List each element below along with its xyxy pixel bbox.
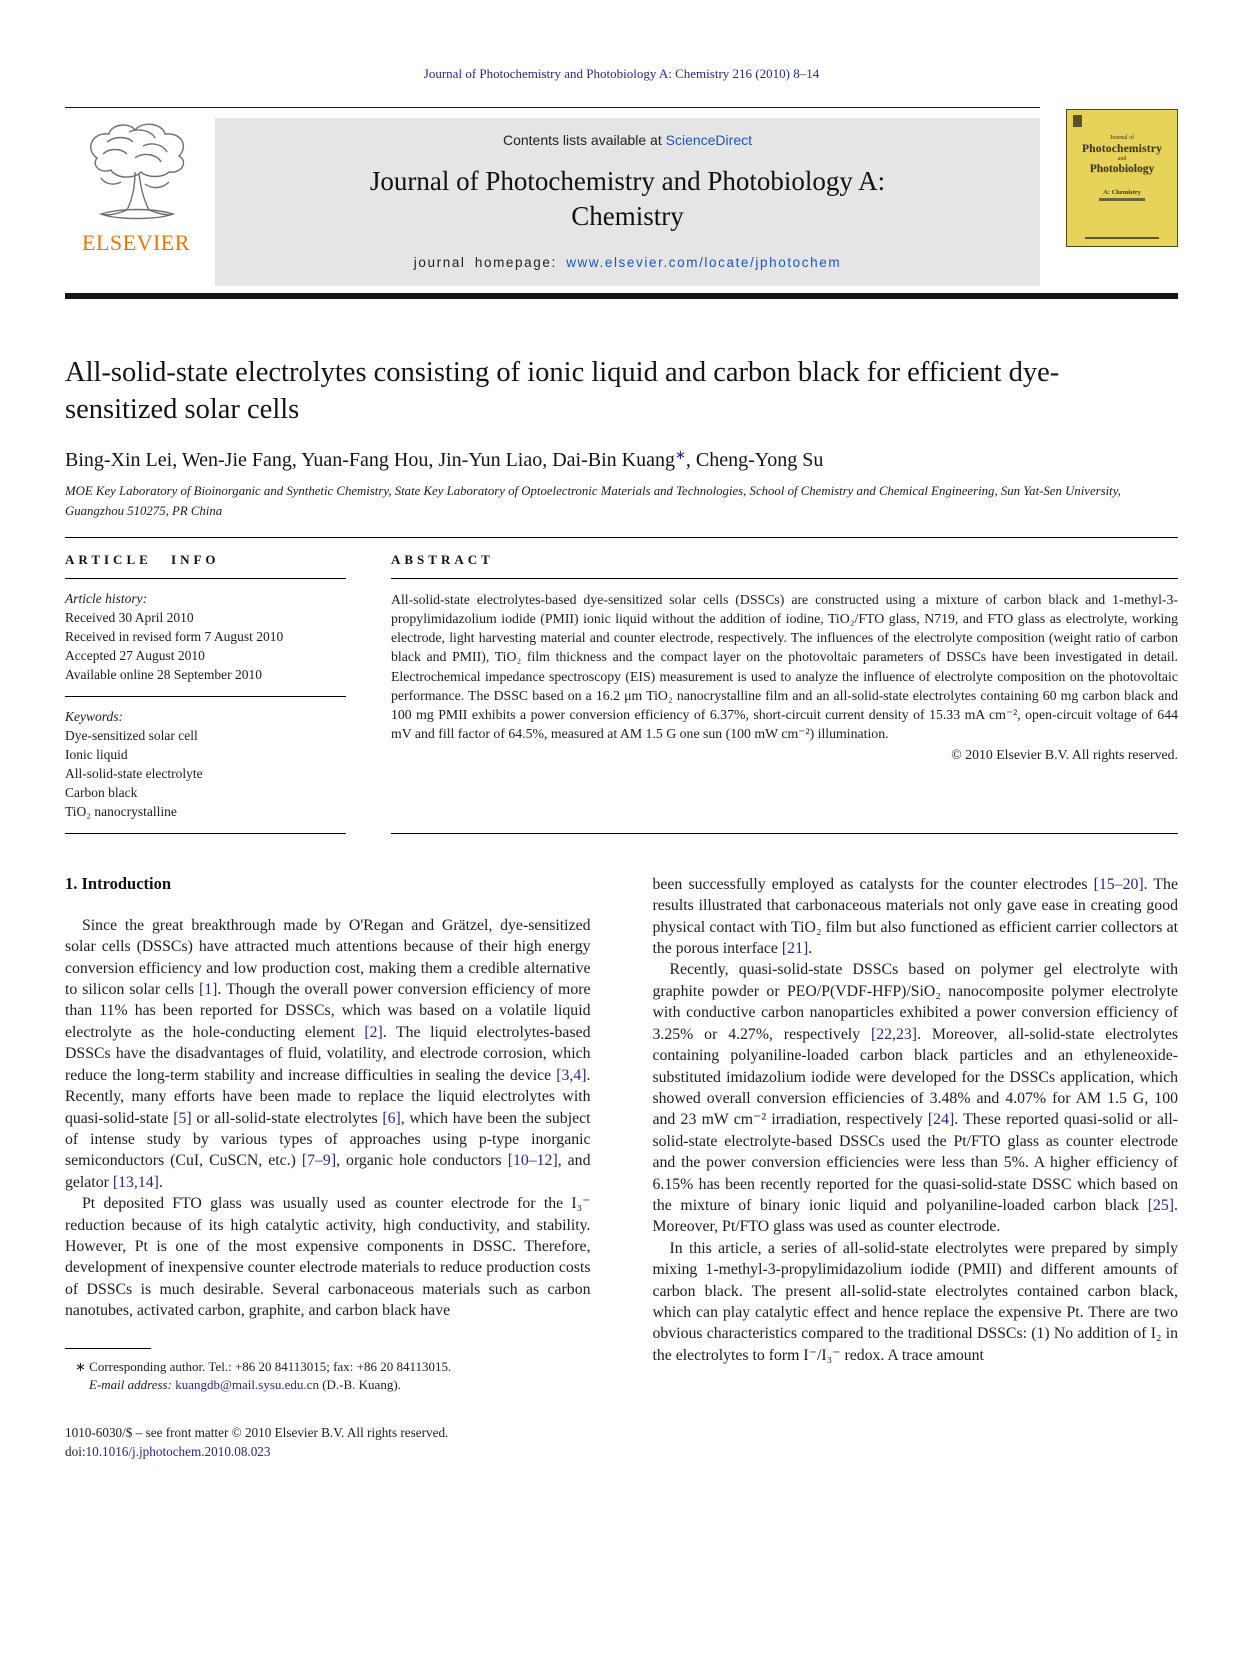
imprint-footer xyxy=(65,1423,591,1461)
section-heading-introduction: 1. Introduction xyxy=(65,873,172,893)
journal-homepage-line xyxy=(225,255,1030,270)
authors-names-tail: , Cheng-Yong Su xyxy=(685,449,824,472)
cover-line2: Photochemistry xyxy=(1081,143,1163,155)
citation-ref[interactable]: [10–12] xyxy=(507,1152,558,1170)
footnote-line1: ∗ Corresponding author. Tel.: +86 20 84113015; fax: +86 20 84113015. xyxy=(75,1358,452,1374)
doi-link[interactable]: 10.1016/j.jphotochem.2010.08.023 xyxy=(85,1443,271,1459)
authors-names: Bing-Xin Lei, Wen-Jie Fang, Yuan-Fang Hou, Jin-Yun Liao, Dai-Bin Kuang xyxy=(65,449,675,472)
keywords-list xyxy=(65,726,346,821)
journal-title-line2: Chemistry xyxy=(571,200,684,231)
body-right-column xyxy=(653,874,1179,1461)
article-info-column xyxy=(65,538,346,834)
citation-ref[interactable]: [15–20] xyxy=(1093,875,1144,893)
doi-label: doi: xyxy=(65,1443,86,1459)
divider-bar xyxy=(65,293,1178,299)
page-citation-line: Journal of Photochemistry and Photobiology A: Chemistry 216 (2010) 8–14 xyxy=(423,66,820,81)
doi-line xyxy=(65,1442,591,1461)
abstract-column xyxy=(391,538,1178,834)
masthead-spacer xyxy=(1040,107,1066,286)
homepage-prefix: journal homepage: xyxy=(413,255,567,271)
citation-ref[interactable]: [3,4] xyxy=(556,1066,587,1084)
journal-title xyxy=(225,164,1030,233)
affiliation: MOE Key Laboratory of Bioinorganic and Synthetic Chemistry, State Key Laboratory of Optoelectronic Materials and Technologies, School of Chemistry and Chemical Engineering, Sun Yat-Sen University, Guangzhou 510275, PR China xyxy=(65,484,1121,519)
body-paragraph: Since the great breakthrough made by O'Regan and Grätzel, dye-sensitized solar cells (DSSCs) have attracted much attentions because of their high energy conversion efficiency and low production cost, making them a credible alternative to silicon solar cells [1]. Though the overall power conversion efficiency of more than 11% has been reported for DSSCs, which was based on a volatile liquid electrolyte as the hole-conducting element [2]. The liquid electrolytes-based DSSCs have the disadvantages of fluid, volatility, and electrode corrosion, which reduce the long-term stability and increase difficulties in sealing the device [3,4]. Recently, many efforts have been made to replace the liquid electrolytes with quasi-solid-state [5] or all-solid-state electrolytes [6], which have been the subject of intense study by various types of approaches using p-type inorganic semiconductors (CuI, CuSCN, etc.) [7–9], organic hole conductors [10–12], and gelator [13,14]. xyxy=(65,916,591,1191)
cover-line4: Photobiology xyxy=(1089,163,1155,175)
body-paragraph: Recently, quasi-solid-state DSSCs based on polymer gel electrolyte with graphite powder or PEO/P(VDF-HFP)/SiO₂ nanocomposite polymer electrolyte with conductive carbon nanoparticles exhibited a power conversion efficiency of 3.25% or 4.27%, respectively [22,23]. Moreover, all-solid-state electrolytes containing polyaniline-loaded carbon black particles and an ethyleneoxide-substituted imidazolium iodide were developed for the DSSCs application, which showed overall conversion efficiencies of 3.48% and 4.07% for AM 1.5 G, 100 and 23 mW cm⁻² irradiation, respectively [24]. These reported quasi-solid or all-solid-state electrolyte-based DSSCs used the Pt/FTO glass as counter electrode and the power conversion efficiencies were less than 5%. A higher efficiency of 6.15% has been recently reported for the quasi-solid-state DSSC which based on the mixture of binary ionic liquid and polyaniline-loaded carbon black [25]. Moreover, Pt/FTO glass was used as counter electrode. xyxy=(652,961,1179,1236)
history-item: Accepted 27 August 2010 xyxy=(65,647,205,663)
cover-mini-logo-icon xyxy=(1073,115,1082,127)
body-columns xyxy=(65,874,1178,1461)
issn-line: 1010-6030/$ – see front matter © 2010 Elsevier B.V. All rights reserved. xyxy=(65,1424,449,1440)
body-paragraph: In this article, a series of all-solid-state electrolytes were prepared by simply mixing 1-methyl-3-propylimidazolium iodide (PMII) and different amounts of carbon black. The present all-solid-state electrolytes contained carbon black, which can play catalytic effect and hence replace the expensive Pt. There are two obvious characteristics compared to the traditional DSSCs: (1) No addition of I₂ in the electrolytes to form I⁻/I₃⁻ redox. A trace amount xyxy=(652,1239,1178,1364)
email-link[interactable]: kuangdb@mail.sysu.edu.cn xyxy=(175,1377,319,1393)
article-history-block xyxy=(65,579,346,697)
email-suffix: (D.-B. Kuang). xyxy=(318,1377,401,1393)
article-history-label: Article history: xyxy=(65,590,148,606)
footnote-rule xyxy=(65,1348,151,1349)
journal-cover-thumbnail xyxy=(1066,109,1178,247)
journal-title-line1: Journal of Photochemistry and Photobiology A: xyxy=(369,166,886,196)
citation-ref[interactable]: [21] xyxy=(781,940,809,958)
citation-ref[interactable]: [5] xyxy=(173,1109,192,1127)
meta-column-gap xyxy=(346,538,391,834)
corresponding-author-footnote xyxy=(65,1348,591,1395)
meta-section xyxy=(65,538,1178,834)
elsevier-logo xyxy=(65,118,215,286)
article-info-heading: ARTICLE INFO xyxy=(65,538,346,579)
abstract-heading: ABSTRACT xyxy=(391,538,1178,579)
sciencedirect-link[interactable]: ScienceDirect xyxy=(665,132,752,148)
history-item: Received in revised form 7 August 2010 xyxy=(65,628,284,644)
cover-line5: A: Chemistry xyxy=(1103,189,1141,196)
body-left-column xyxy=(65,874,591,1461)
masthead-banner xyxy=(65,107,1040,286)
masthead xyxy=(65,107,1178,286)
keyword-item: Carbon black xyxy=(65,784,138,800)
citation-ref[interactable]: [7–9] xyxy=(301,1152,337,1170)
homepage-link[interactable]: www.elsevier.com/locate/jphotochem xyxy=(566,255,842,271)
corresponding-author-mark: ∗ xyxy=(674,447,686,463)
elsevier-wordmark: ELSEVIER xyxy=(82,230,190,255)
contents-line xyxy=(225,132,1030,148)
abstract-text: All-solid-state electrolytes-based dye-sensitized solar cells (DSSCs) are constructed using a mixture of carbon black and 1-methyl-3-propylimidazolium iodide (PMII) ionic liquid without the addition of iodine, TiO₂/FTO glass, N719, and FTO glass as electrolyte, working electrode, light harvesting material and counter electrode, respectively. The influences of the electrolyte composition (weight ratio of carbon black and PMII), TiO₂ film thickness and the compact layer on the photovoltaic parameters of DSSCs have been investigated in detail. Electrochemical impedance spectroscopy (EIS) measurement is used to analyze the influence of electrolyte composition on the photovoltaic performance. The DSSC based on a 16.2 μm TiO₂ nanocrystalline film and an all-solid-state electrolytes containing 60 mg carbon black and 100 mg PMII exhibits a power conversion efficiency of 6.37%, short-circuit current density of 15.33 mA cm⁻², open-circuit voltage of 644 mV and fill factor of 64.5%, measured at AM 1.5 G one sun (100 mW cm⁻²) illumination. xyxy=(391,591,1178,742)
authors-line xyxy=(65,447,1178,472)
cover-decorative-rule xyxy=(1099,198,1145,201)
body-paragraph: been successfully employed as catalysts for the counter electrodes [15–20]. The results illustrated that carbonaceous materials not only gave ease in creating good physical contact with TiO₂ film but also functioned as efficient carrier collectors at the porous interface [21]. xyxy=(652,875,1178,958)
citation-ref[interactable]: [6] xyxy=(382,1109,401,1127)
keyword-item: Dye-sensitized solar cell xyxy=(65,727,198,743)
article-history-list xyxy=(65,608,346,684)
citation-ref[interactable]: [22,23] xyxy=(871,1025,918,1043)
citation-ref[interactable]: [25] xyxy=(1147,1196,1175,1214)
history-item: Received 30 April 2010 xyxy=(65,609,194,625)
keywords-label: Keywords: xyxy=(65,708,123,724)
cover-line3: and xyxy=(1117,156,1127,162)
citation-ref[interactable]: [2] xyxy=(364,1023,383,1041)
contents-line-prefix: Contents lists available at xyxy=(502,132,666,148)
body-paragraph: Pt deposited FTO glass was usually used as counter electrode for the I₃⁻ reduction because of its high catalytic activity, high conductivity, and stability. However, Pt is one of the most expensive components in DSSC. Therefore, development of inexpensive counter electrode materials to reduce production costs of DSSCs is much desirable. Several carbonaceous materials such as carbon nanotubes, activated carbon, graphite, and carbon black have xyxy=(65,1195,591,1320)
citation-ref[interactable]: [1] xyxy=(199,981,218,999)
email-label: E-mail address: xyxy=(89,1377,172,1393)
history-item: Available online 28 September 2010 xyxy=(65,666,262,682)
cover-line1: Journal of xyxy=(1109,135,1135,141)
keyword-item: All-solid-state electrolyte xyxy=(65,765,203,781)
abstract-copyright: © 2010 Elsevier B.V. All rights reserved. xyxy=(951,747,1178,763)
elsevier-tree-icon xyxy=(65,120,207,228)
citation-ref[interactable]: [13,14] xyxy=(112,1173,159,1191)
citation-ref[interactable]: [24] xyxy=(927,1111,955,1129)
masthead-center-panel xyxy=(215,118,1040,286)
cover-footer-line xyxy=(1085,237,1159,239)
article-title: All-solid-state electrolytes consisting of ionic liquid and carbon black for efficient dye-sensitized solar cells xyxy=(65,357,1060,426)
keyword-item: Ionic liquid xyxy=(65,746,128,762)
keyword-item: TiO₂ nanocrystalline xyxy=(65,803,177,819)
footnote-line2 xyxy=(65,1376,591,1395)
keywords-block xyxy=(65,697,346,833)
